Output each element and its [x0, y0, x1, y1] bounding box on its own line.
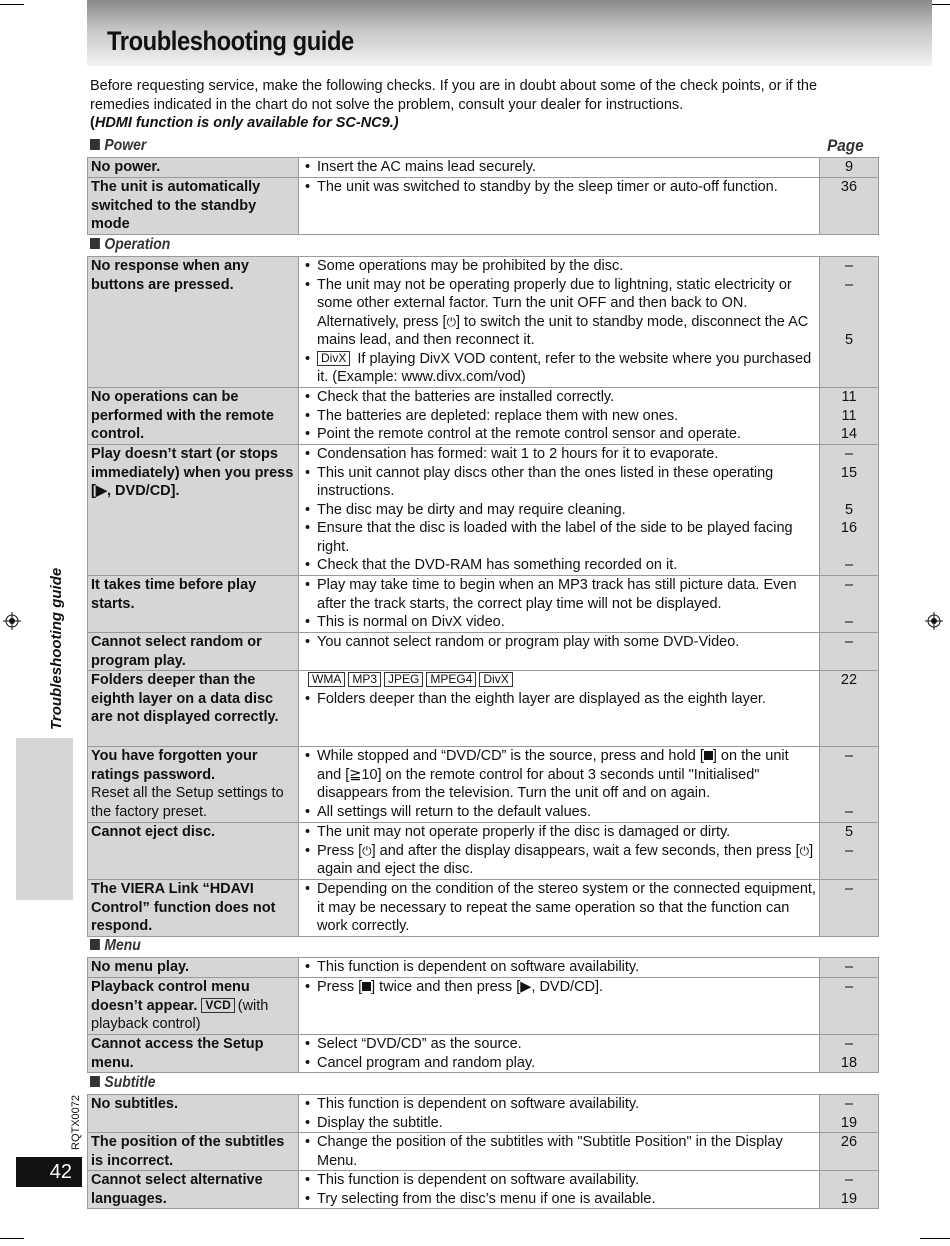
- problem-cell: Play doesn’t start (or stops immediately) when you press [▶, DVD/CD].: [88, 445, 299, 576]
- page-cell: – –: [820, 747, 879, 823]
- page-column-label: Page: [827, 136, 864, 155]
- table-row: [88, 1035, 879, 1073]
- solution-cell: • Select “DVD/CD” as the source. • Cancel program and random play.: [299, 1035, 820, 1073]
- operation-table: [87, 256, 879, 937]
- page-cell: –: [820, 880, 879, 937]
- page-cell: – 15 5 16 –: [820, 445, 879, 576]
- power-table: [87, 157, 879, 235]
- problem-cell: The VIERA Link “HDAVI Control” function does not respond.: [88, 880, 299, 937]
- play-icon: ▶: [95, 483, 107, 499]
- vcd-tag: VCD: [201, 998, 234, 1013]
- page-cell: 5 –: [820, 823, 879, 880]
- solution-cell: • Press [ ] twice and then press [▶, DVD/CD].: [299, 978, 820, 1035]
- format-tag: DivX: [479, 672, 512, 687]
- page-cell: 22: [820, 671, 879, 747]
- problem-cell: Cannot select alternative languages.: [88, 1171, 299, 1209]
- table-row: [88, 1095, 879, 1133]
- document-code: RQTX0072: [70, 1094, 82, 1150]
- table-row: [88, 958, 879, 978]
- intro-text: Before requesting service, make the following checks. If you are in doubt about some of the check points, or if the remedies indicated in the chart do not solve the problem, consult your dealer for instructions.: [90, 78, 818, 113]
- table-row: [88, 747, 879, 823]
- format-tag: JPEG: [384, 672, 423, 687]
- page-cell: 9: [820, 158, 879, 178]
- solution-cell: • You cannot select random or program play with some DVD-Video.: [299, 633, 820, 671]
- table-row: [88, 1133, 879, 1171]
- page-cell: – 19: [820, 1095, 879, 1133]
- problem-cell: Playback control menu doesn’t appear. VCD (with playback control): [88, 978, 299, 1035]
- side-label: Troubleshooting guide: [48, 567, 65, 730]
- problem-cell: Cannot select random or program play.: [88, 633, 299, 671]
- page-cell: – 19: [820, 1171, 879, 1209]
- standby-icon: ⏻: [799, 843, 810, 858]
- page-number: 42: [16, 1157, 82, 1187]
- table-row: [88, 823, 879, 880]
- table-row: [88, 257, 879, 388]
- solution-cell: • Check that the batteries are installed correctly. • The batteries are depleted: replace them with new ones. • Point the remote control at the remote control sensor and operate.: [299, 388, 820, 445]
- solution-cell: • Change the position of the subtitles with "Subtitle Position" in the Display Menu.: [299, 1133, 820, 1171]
- format-tag: MP3: [348, 672, 381, 687]
- page-cell: 11 11 14: [820, 388, 879, 445]
- table-row: [88, 445, 879, 576]
- section-heading-operation: Operation: [90, 236, 170, 254]
- problem-cell: No power.: [88, 158, 299, 178]
- square-bullet-icon: [90, 139, 100, 150]
- side-tab: [16, 738, 73, 900]
- section-heading-menu: Menu: [90, 937, 141, 955]
- registration-mark-icon: [3, 612, 21, 630]
- table-row: [88, 633, 879, 671]
- solution-cell: • Play may take time to begin when an MP3 track has still picture data. Even after the track starts, the correct play time will not be displayed. • This is normal on DivX video.: [299, 576, 820, 633]
- subtitle-table: [87, 1094, 879, 1209]
- solution-cell: • This function is dependent on software availability.: [299, 958, 820, 978]
- solution-cell: • Insert the AC mains lead securely.: [299, 158, 820, 178]
- page-cell: – – 5: [820, 257, 879, 388]
- intro-note: HDMI function is only available for SC-NC9.): [94, 115, 399, 131]
- menu-table: [87, 957, 879, 1073]
- page-cell: – 18: [820, 1035, 879, 1073]
- solution-cell: • The unit was switched to standby by the sleep timer or auto-off function.: [299, 178, 820, 235]
- standby-icon: ⏻: [362, 843, 372, 858]
- crop-mark: [0, 1238, 24, 1239]
- problem-cell: It takes time before play starts.: [88, 576, 299, 633]
- square-bullet-icon: [90, 1076, 100, 1087]
- problem-cell: Cannot eject disc.: [88, 823, 299, 880]
- format-tag: WMA: [308, 672, 345, 687]
- intro-note-open: (: [90, 115, 95, 131]
- problem-cell: You have forgotten your ratings password. Reset all the Setup settings to the factory preset.: [88, 747, 299, 823]
- solution-cell: • The unit may not operate properly if the disc is damaged or dirty. • Press [⏻] and after the display disappears, wait a few seconds, then press [⏻] again and eject the disc.: [299, 823, 820, 880]
- problem-cell: No menu play.: [88, 958, 299, 978]
- page-cell: – –: [820, 576, 879, 633]
- problem-cell: The unit is automatically switched to the standby mode: [88, 178, 299, 235]
- problem-cell: Folders deeper than the eighth layer on a data disc are not displayed correctly.: [88, 671, 299, 747]
- ten-plus-icon: ≧: [349, 766, 362, 783]
- page-cell: –: [820, 633, 879, 671]
- page-cell: 26: [820, 1133, 879, 1171]
- solution-cell: • Depending on the condition of the stereo system or the connected equipment, it may be necessary to repeat the same operation so that the function can work correctly.: [299, 880, 820, 937]
- square-bullet-icon: [90, 939, 100, 950]
- solution-cell: • While stopped and “DVD/CD” is the source, press and hold [ ] on the unit and [≧10] on the remote control for about 3 seconds until "Initialised" disappears from the television. Turn the unit off and on again. • All settings will return to the default values.: [299, 747, 820, 823]
- table-row: [88, 671, 879, 747]
- table-row: [88, 1171, 879, 1209]
- table-row: [88, 388, 879, 445]
- stop-icon: [362, 982, 371, 991]
- page-cell: 36: [820, 178, 879, 235]
- table-row: [88, 576, 879, 633]
- problem-cell: No operations can be performed with the remote control.: [88, 388, 299, 445]
- table-row: [88, 158, 879, 178]
- format-tag: MPEG4: [426, 672, 476, 687]
- problem-cell: The position of the subtitles is incorrect.: [88, 1133, 299, 1171]
- problem-cell: No subtitles.: [88, 1095, 299, 1133]
- section-heading-power: Power: [90, 137, 146, 155]
- intro-paragraph: [90, 77, 880, 133]
- page-cell: –: [820, 978, 879, 1035]
- problem-cell: No response when any buttons are pressed.: [88, 257, 299, 388]
- crop-mark: [920, 1238, 950, 1239]
- page-title: Troubleshooting guide: [107, 26, 354, 56]
- solution-cell: • This function is dependent on software availability. • Try selecting from the disc’s menu if one is available.: [299, 1171, 820, 1209]
- problem-cell: Cannot access the Setup menu.: [88, 1035, 299, 1073]
- standby-icon: ⏻: [446, 314, 456, 329]
- solution-cell: • This function is dependent on software availability. • Display the subtitle.: [299, 1095, 820, 1133]
- section-heading-subtitle: Subtitle: [90, 1074, 156, 1092]
- stop-icon: [704, 751, 713, 760]
- crop-mark: [0, 4, 24, 5]
- play-icon: ▶: [520, 979, 532, 995]
- table-row: [88, 178, 879, 235]
- table-row: [88, 880, 879, 937]
- table-row: [88, 978, 879, 1035]
- registration-mark-icon: [925, 612, 943, 630]
- divx-tag: DivX: [317, 351, 350, 366]
- solution-cell: • Condensation has formed: wait 1 to 2 hours for it to evaporate. • This unit cannot play discs other than the ones listed in these operating instructions. • The disc may be dirty and may require cleaning. • Ensure that the disc is loaded with the label of the side to be played facing right. • Check that the DVD-RAM has something recorded on it.: [299, 445, 820, 576]
- solution-cell: • Some operations may be prohibited by the disc. • The unit may not be operating properly due to lightning, static electricity or some other external factor. Turn the unit OFF and then back to ON. Alternatively, press [⏻] to switch the unit to standby mode, disconnect the AC mains lead, and then reconnect it. • DivX If playing DivX VOD content, refer to the website where you purchased it. (Example: www.divx.com/vod): [299, 257, 820, 388]
- square-bullet-icon: [90, 238, 100, 249]
- page-cell: –: [820, 958, 879, 978]
- solution-cell: WMA MP3 JPEG MPEG4 DivX • Folders deeper than the eighth layer are displayed as the eighth layer.: [299, 671, 820, 747]
